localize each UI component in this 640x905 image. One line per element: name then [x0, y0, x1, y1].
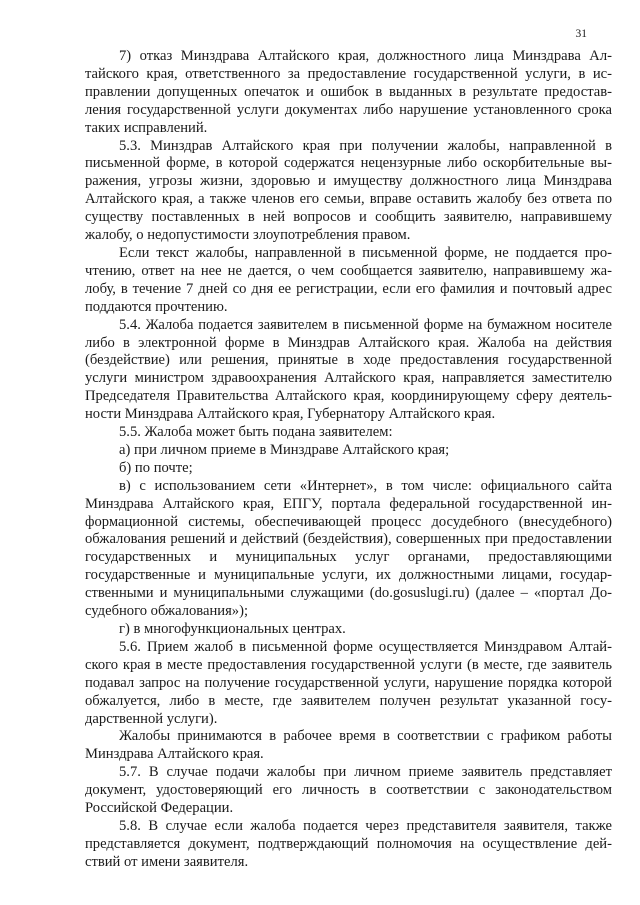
- list-item-b-by-mail: б) по почте;: [119, 459, 193, 476]
- paragraph-5-4-complaint-submission: 5.4. Жалоба подается заявителем в письменной форме на бумажном носителе либо в электронной форме в Минздрав Алтайского края. Жалоба на действия (бездействие) или решения, принятые в ходе предоставления государственной услуги министром здравоохранения Алтайского края, направляется заместителю Председателя Правительства Алтайского края, координирующему сферу деятельности Минздрава Алтайского края, Губернатору Алтайского края.: [85, 316, 612, 423]
- list-item-g-mfc: г) в многофункциональных центрах.: [119, 621, 346, 637]
- document-body: [85, 48, 612, 872]
- paragraph-5-6-written-complaints: 5.6. Прием жалоб в письменной форме осуществляется Минздравом Алтайского края в месте предоставления государственной услуги (в месте, где заявитель подавал запрос на получение государственной услуги, нарушение порядка которой обжалуется, либо в месте, где заявителем получен результат указанной государственной услуги).: [85, 638, 612, 727]
- paragraph-refusal-to-correct-errors: 7) отказ Минздрава Алтайского края, должностного лица Минздрава Алтайского края, ответственного за предоставление государственной услуги, в исправлении допущенных опечаток и ошибок в выданных в результате предоставления государственной услуги документах либо нарушение установленного срока таких исправлений.: [85, 48, 612, 136]
- paragraph-5-3-obscene-complaint: 5.3. Минздрав Алтайского края при получении жалобы, направленной в письменной форме, в которой содержатся нецензурные либо оскорбительные выражения, угрозы жизни, здоровью и имуществу должностного лица Минздрава Алтайского края, а также членов его семьи, вправе оставить жалобу без ответа по существу поставленных в ней вопросов и сообщить заявителю, направившему жалобу, о недопустимости злоупотребления правом.: [85, 137, 612, 244]
- paragraph-5-7-identity-document: 5.7. В случае подачи жалобы при личном приеме заявитель представляет документ, удостоверяющий его личность в соответствии с законодательством Российской Федерации.: [85, 764, 612, 817]
- paragraph-unreadable-complaint: Если текст жалобы, направленной в письменной форме, не поддается прочтению, ответ на нее не дается, о чем сообщается заявителю, направившему жалобу, в течение 7 дней со дня ее регистрации, если его фамилия и почтовый адрес поддаются прочтению.: [85, 244, 612, 315]
- paragraph-working-hours: Жалобы принимаются в рабочее время в соответствии с графиком работы Минздрава Алтайского края.: [85, 728, 612, 763]
- page-number: 31: [575, 28, 587, 40]
- list-item-v-internet: в) с использованием сети «Интернет», в том числе: официального сайта Минздрава Алтайского края, ЕПГУ, портала федеральной государственной информационной системы, обеспечивающей процесс досудебного (внесудебного) обжалования решений и действий (бездействия), совершенных при предоставлении государственных и муниципальных услуг органами, предоставляющими государственные и муниципальные услуги, их должностными лицами, государственными и муниципальными служащими (do.gosuslugi.ru) (далее – «портал Досудебного обжалования»);: [85, 477, 612, 620]
- paragraph-5-8-representative: 5.8. В случае если жалоба подается через представителя заявителя, также представляется документ, подтверждающий полномочия на осуществление действий от имени заявителя.: [85, 817, 612, 870]
- list-item-a-personal-reception: а) при личном приеме в Минздраве Алтайского края;: [119, 441, 450, 458]
- paragraph-5-5-submission-methods: 5.5. Жалоба может быть подана заявителем:: [119, 424, 393, 441]
